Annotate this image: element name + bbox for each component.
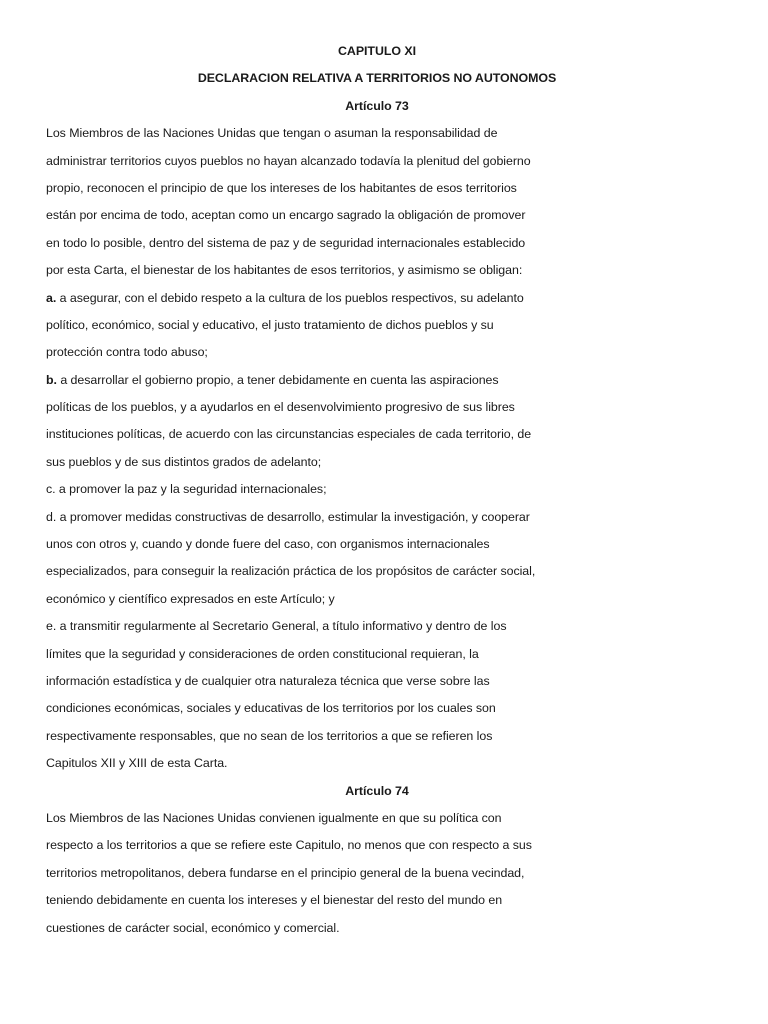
- article-73-intro: [46, 120, 722, 284]
- paragraph-line: especializados, para conseguir la realización práctica de los propósitos de carácter social,: [46, 564, 536, 579]
- article-73-heading: Artículo 73: [345, 98, 409, 113]
- article-74-body: [46, 805, 722, 942]
- paragraph-line: respectivamente responsables, que no sean de los territorios a que se refieren los: [46, 728, 493, 743]
- paragraph-line: cuestiones de carácter social, económico y comercial.: [46, 920, 340, 935]
- paragraph-line: políticas de los pueblos, y a ayudarlos en el desenvolvimiento progresivo de sus libres: [46, 400, 515, 415]
- paragraph-line: c. a promover la paz y la seguridad internacionales;: [46, 482, 327, 497]
- paragraph-line: Los Miembros de las Naciones Unidas convienen igualmente en que su política con: [46, 810, 502, 825]
- article-73-item-a: [46, 285, 722, 367]
- article-73-item-b: [46, 367, 722, 477]
- article-73-item-e: [46, 613, 722, 777]
- paragraph-line: unos con otros y, cuando y donde fuere del caso, con organismos internacionales: [46, 537, 490, 552]
- paragraph-line: territorios metropolitanos, debera fundarse en el principio general de la buena vecindad,: [46, 865, 525, 880]
- paragraph-line: condiciones económicas, sociales y educativas de los territorios por los cuales son: [46, 701, 496, 716]
- paragraph-line: propio, reconocen el principio de que los intereses de los habitantes de esos territorios: [46, 180, 517, 195]
- document-body: [46, 38, 722, 942]
- paragraph-line: sus pueblos y de sus distintos grados de adelanto;: [46, 454, 322, 469]
- paragraph-line: económico y científico expresados en este Artículo; y: [46, 591, 335, 606]
- article-74-heading: Artículo 74: [345, 783, 409, 798]
- paragraph-line: administrar territorios cuyos pueblos no hayan alcanzado todavía la plenitud del gobierno: [46, 153, 531, 168]
- list-item-first-line: [46, 367, 722, 394]
- item-text: a asegurar, con el debido respeto a la cultura de los pueblos respectivos, su adelanto: [56, 290, 524, 305]
- chapter-subtitle: DECLARACION RELATIVA A TERRITORIOS NO AUTONOMOS: [197, 71, 557, 86]
- paragraph-line: d. a promover medidas constructivas de desarrollo, estimular la investigación, y cooperar: [46, 509, 530, 524]
- paragraph-line: Capitulos XII y XIII de esta Carta.: [46, 756, 228, 771]
- article-73-item-d: [46, 504, 722, 614]
- paragraph-line: e. a transmitir regularmente al Secretario General, a título informativo y dentro de los: [46, 619, 507, 634]
- item-label: b.: [46, 372, 57, 387]
- item-label: a.: [46, 290, 57, 305]
- paragraph-line: instituciones políticas, de acuerdo con las circunstancias especiales de cada territorio, de: [46, 427, 532, 442]
- article-73-item-c: [46, 476, 722, 503]
- paragraph-line: respecto a los territorios a que se refiere este Capitulo, no menos que con respecto a sus: [46, 838, 532, 853]
- paragraph-line: político, económico, social y educativo, el justo tratamiento de dichos pueblos y su: [46, 317, 494, 332]
- paragraph-line: están por encima de todo, aceptan como un encargo sagrado la obligación de promover: [46, 208, 526, 223]
- paragraph-line: protección contra todo abuso;: [46, 345, 208, 360]
- paragraph-line: Los Miembros de las Naciones Unidas que tengan o asuman la responsabilidad de: [46, 126, 498, 141]
- paragraph-line: información estadística y de cualquier otra naturaleza técnica que verse sobre las: [46, 673, 490, 688]
- paragraph-line: teniendo debidamente en cuenta los intereses y el bienestar del resto del mundo en: [46, 893, 503, 908]
- paragraph-line: en todo lo posible, dentro del sistema de paz y de seguridad internacionales establecido: [46, 235, 526, 250]
- paragraph-line: límites que la seguridad y consideraciones de orden constitucional requieran, la: [46, 646, 479, 661]
- item-text: a desarrollar el gobierno propio, a tener debidamente en cuenta las aspiraciones: [56, 372, 499, 387]
- paragraph-line: por esta Carta, el bienestar de los habitantes de esos territorios, y asimismo se obligan:: [46, 263, 523, 278]
- list-item-first-line: [46, 285, 722, 312]
- chapter-title: CAPITULO XI: [338, 44, 416, 58]
